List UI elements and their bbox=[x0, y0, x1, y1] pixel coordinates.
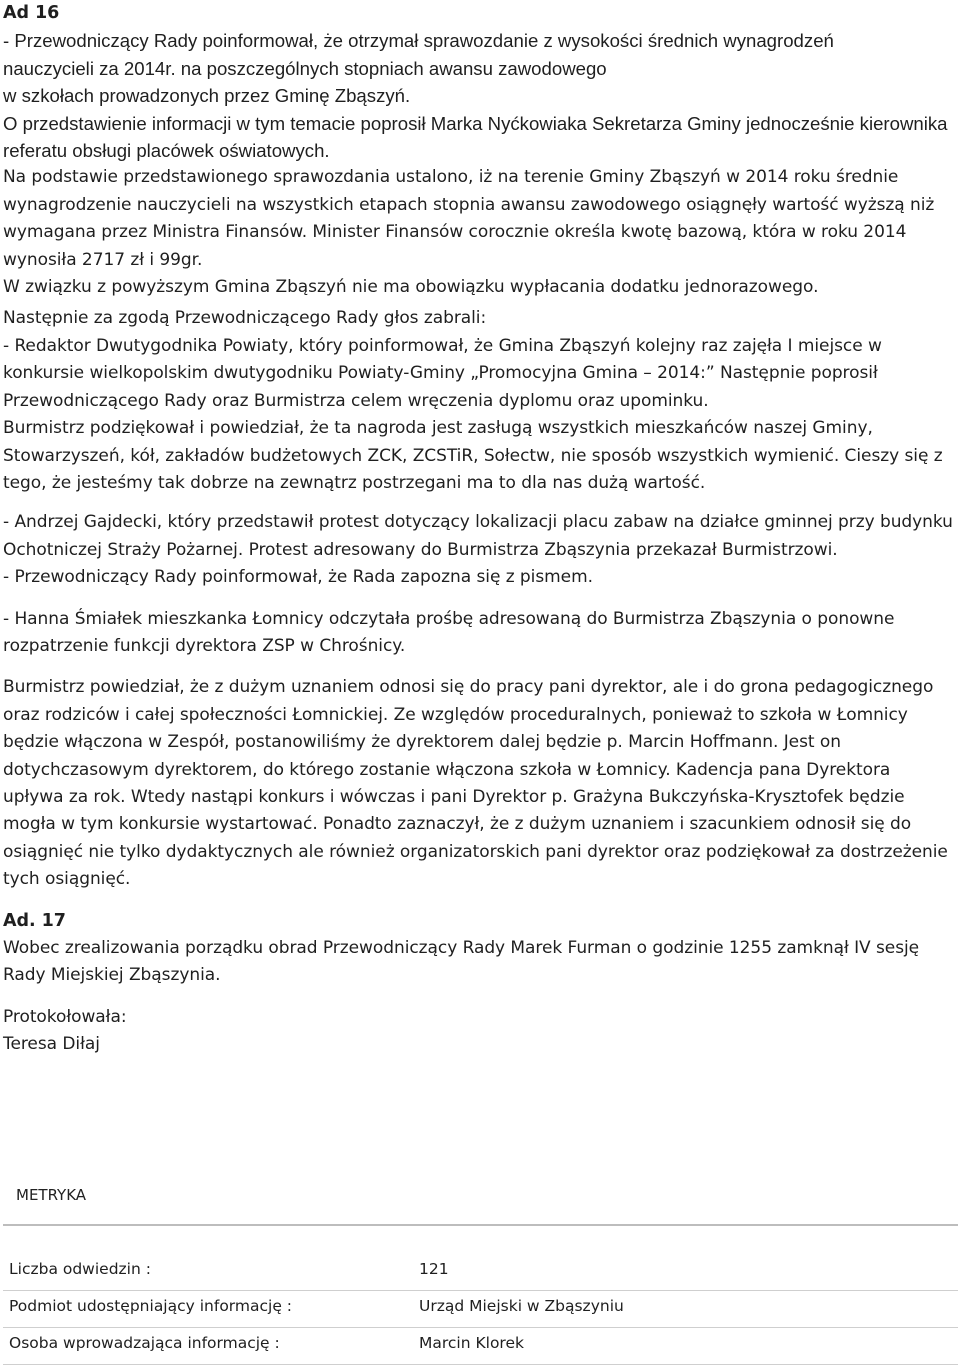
protocol-name: Teresa Diłaj bbox=[3, 1034, 100, 1055]
metryka-row-author bbox=[3, 1328, 958, 1365]
paragraph-presentation-request: O przedstawienie informacji w tym temacie poprosił Marka Nyćkowiaka Sekretarza Gminy jednocześnie kierownika referatu obsługi placówek oświatowych. bbox=[3, 112, 948, 162]
paragraph-request-reconsideration: - Hanna Śmiałek mieszkanka Łomnicy odczytała prośbę adresowaną do Burmistrza Zbąszynia o ponowne rozpatrzenie funkcji dyrektora ZSP w Chrośnicy. bbox=[3, 608, 895, 656]
paragraph-mayor-statement: Burmistrz powiedział, że z dużym uznaniem odnosi się do pracy pani dyrektor, ale i do grona pedagogicznego oraz rodziców i całej społeczności Łomnickiej. Ze względów proceduralnych, ponieważ to szkoła w Łomnicy będzie włączona w Zespół, postanowiliśmy że dyrektorem dalej będzie p. Marcin Hoffmann. Jest on dotychczasowym dyrektorem, do którego zostanie włączona szkoła w Łomnicy. Kadencja pana Dyrektora upływa za rok. Wtedy nastąpi konkurs i wówczas i pani Dyrektor p. Grażyna Bukczyńska-Krysztofek będzie mogła w tym konkursie wystartować. Ponadto zaznaczył, że z dużym uznaniem i szacunkiem odnosił się do osiągnięć nie tylko dydaktycznych ale również organizatorskich pani dyrektor oraz podziękował za dostrzeżenie tych osiągnięć. bbox=[3, 677, 948, 890]
metryka-divider bbox=[3, 1224, 958, 1226]
paragraph-report-line-1: - Przewodniczący Rady poinformował, że otrzymał sprawozdanie z wysokości średnich wynagrodzeń bbox=[3, 30, 834, 52]
paragraph-mayor-thanks: Burmistrz podziękował i powiedział, że ta nagroda jest zasługą wszystkich mieszkańców naszej Gminy, Stowarzyszeń, kół, zakładów budżetowych ZCK, ZCSTiR, Sołectw, nie sposób wszystkich wymienić. Cieszy się z tego, że jesteśmy tak dobrze na zewnątrz postrzegani ma to dla nas dużą wartość. bbox=[3, 418, 943, 493]
ad16-heading: Ad 16 bbox=[3, 3, 60, 23]
metryka-label: Osoba wprowadzająca informację : bbox=[9, 1334, 280, 1352]
paragraph-session-closing: Wobec zrealizowania porządku obrad Przewodniczący Rady Marek Furman o godzinie 1255 zamknął IV sesję Rady Miejskiej Zbąszynia. bbox=[3, 938, 920, 986]
paragraph-editor-award: - Redaktor Dwutygodnika Powiaty, który poinformował, że Gmina Zbąszyń kolejny raz zajęła I miejsce w konkursie wielkopolskim dwutygodniku Powiaty-Gminy „Promocyjna Gmina – 2014:” Następnie poprosił Przewodniczącego Rady oraz Burmistrza celem wręczenia dyplomu oraz upominku. bbox=[3, 335, 882, 411]
paragraph-report-line-2: nauczycieli za 2014r. na poszczególnych stopniach awansu zawodowego bbox=[3, 57, 607, 79]
metryka-label: Liczba odwiedzin : bbox=[9, 1260, 151, 1278]
metryka-row-publisher bbox=[3, 1291, 958, 1328]
paragraph-protest: - Andrzej Gajdecki, który przedstawił protest dotyczący lokalizacji placu zabaw na działce gminnej przy budynku Ochotniczej Straży Pożarnej. Protest adresowany do Burmistrza Zbąszynia przekazał Burmistrzowi. bbox=[3, 512, 953, 560]
metryka-row-visits bbox=[3, 1254, 958, 1291]
metryka-label: Podmiot udostępniający informację : bbox=[9, 1297, 293, 1315]
protocol-label: Protokołowała: bbox=[3, 1006, 127, 1027]
paragraph-speakers-intro: Następnie za zgodą Przewodniczącego Rady głos zabrali: bbox=[3, 308, 487, 329]
document-body bbox=[3, 0, 953, 1059]
metryka-value: Urząd Miejski w Zbąszyniu bbox=[419, 1297, 624, 1315]
paragraph-salary-findings: Na podstawie przedstawionego sprawozdania ustalono, iż na terenie Gminy Zbąszyń w 2014 roku średnie wynagrodzenie nauczycieli na wszystkich etapach stopnia awansu zawodowego osiągnęły wartość wyższą niż wymagana przez Ministra Finansów. Minister Finansów corocznie określa kwotę bazową, która w roku 2014 wynosiła 2717 zł i 99gr. bbox=[3, 167, 935, 270]
paragraph-no-obligation: W związku z powyższym Gmina Zbąszyń nie ma obowiązku wypłacania dodatku jednorazowego. bbox=[3, 277, 819, 298]
paragraph-report-line-3: w szkołach prowadzonych przez Gminę Zbąszyń. bbox=[3, 85, 411, 107]
metryka-value: Marcin Klorek bbox=[419, 1334, 524, 1352]
paragraph-council-response: - Przewodniczący Rady poinformował, że Rada zapozna się z pismem. bbox=[3, 567, 593, 588]
metryka-title: METRYKA bbox=[16, 1186, 87, 1204]
ad17-heading: Ad. 17 bbox=[3, 910, 66, 931]
metryka-value: 121 bbox=[419, 1260, 449, 1278]
